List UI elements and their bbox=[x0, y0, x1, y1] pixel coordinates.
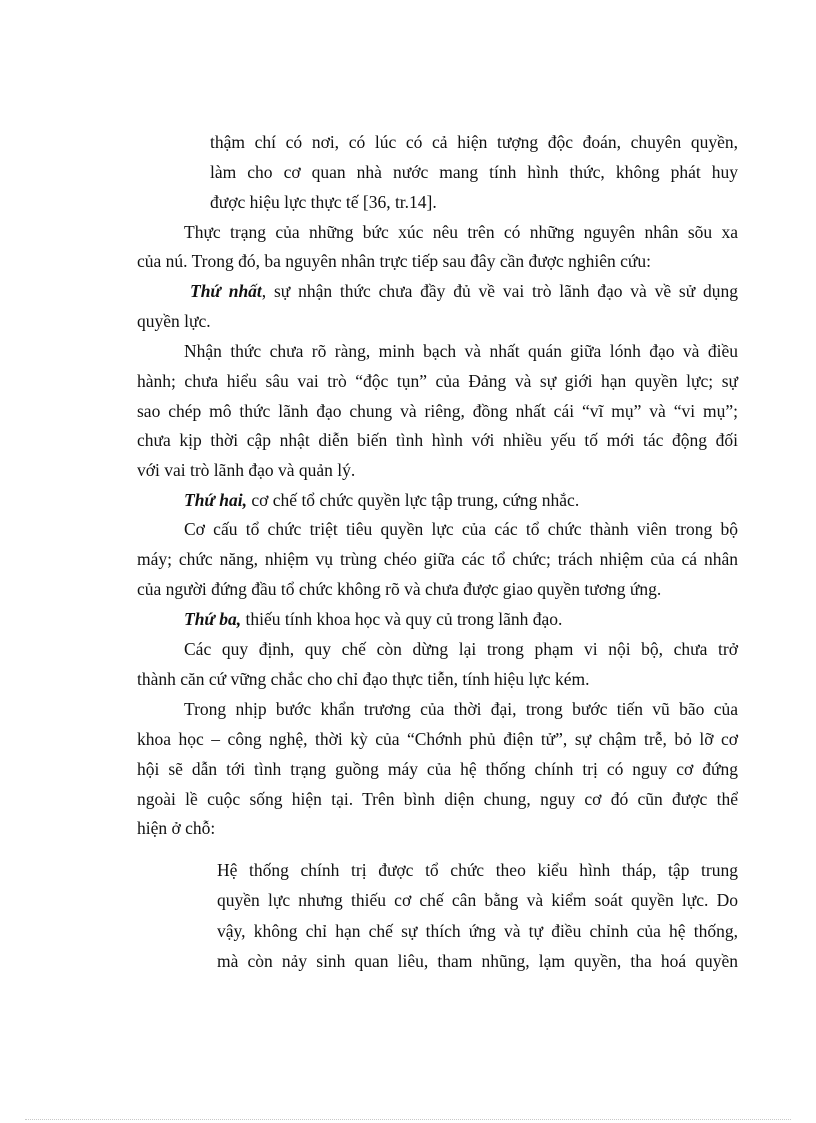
cause3-term: Thứ ba, bbox=[184, 609, 242, 629]
para2-line-2: hành; chưa hiểu sâu vai trò “độc tụn” của Đảng và sự giới hạn quyền lực; sự bbox=[137, 371, 738, 391]
quote1-line-1: thậm chí có nơi, có lúc có cả hiện tượng độc đoán, chuyên quyền, bbox=[210, 132, 738, 152]
cause-2 bbox=[184, 492, 738, 510]
para5-line-4: ngoài lề cuộc sống hiện tại. Trên bình diện chung, nguy cơ đó cũn được thể bbox=[137, 789, 738, 809]
quote2-line-4: mà còn nảy sinh quan liêu, tham nhũng, lạm quyền, tha hoá quyền bbox=[217, 951, 738, 971]
cause1-term: Thứ nhất bbox=[190, 281, 262, 301]
para4-line-2: thành căn cứ vững chắc cho chỉ đạo thực tiễn, tính hiệu lực kém. bbox=[137, 669, 590, 689]
para5-line-1: Trong nhịp bước khẩn trương của thời đại, trong bước tiến vũ bão của bbox=[184, 699, 738, 719]
para3-line-3: của người đứng đầu tổ chức không rõ và chưa được giao quyền tương ứng. bbox=[137, 579, 662, 599]
para5-line-3: hội sẽ dẫn tới tình trạng guồng máy của hệ thống chính trị có nguy cơ đứng bbox=[137, 759, 738, 779]
quote1-line-3: được hiệu lực thực tế [36, tr.14]. bbox=[210, 192, 437, 212]
cause-3 bbox=[184, 611, 738, 629]
para5-line-2: khoa học – công nghệ, thời kỳ của “Chớnh phủ điện tử”, sự chậm trễ, bỏ lỡ cơ bbox=[137, 729, 738, 749]
para2-line-5: với vai trò lãnh đạo và quản lý. bbox=[137, 460, 356, 480]
quote2-line-3: vậy, không chỉ hạn chế sự thích ứng và tự điều chỉnh của hệ thống, bbox=[217, 921, 738, 941]
cause2-term: Thứ hai, bbox=[184, 490, 248, 510]
para2-line-3: sao chép mô thức lãnh đạo chung và riêng, đồng nhất cái “vĩ mụ” và “vi mụ”; bbox=[137, 401, 738, 421]
quote2-line-1: Hệ thống chính trị được tổ chức theo kiểu hình tháp, tập trung bbox=[217, 860, 738, 880]
para3-line-1: Cơ cấu tổ chức triệt tiêu quyền lực của các tổ chức thành viên trong bộ bbox=[184, 519, 738, 539]
quote2-line-2: quyền lực nhưng thiếu cơ chế cân bằng và kiểm soát quyền lực. Do bbox=[217, 890, 738, 910]
para3-line-2: máy; chức năng, nhiệm vụ trùng chéo giữa các tổ chức; trách nhiệm của cá nhân bbox=[137, 549, 738, 569]
para5-line-5: hiện ở chỗ: bbox=[137, 818, 216, 838]
para1-line-1: Thực trạng của những bức xúc nêu trên có những nguyên nhân sõu xa bbox=[184, 222, 738, 242]
para1-line-2: của nú. Trong đó, ba nguyên nhân trực tiếp sau đây cần được nghiên cứu: bbox=[137, 251, 651, 271]
para2-line-4: chưa kịp thời cập nhật diễn biến tình hình với nhiều yếu tố mới tác động đối bbox=[137, 430, 738, 450]
cause1-line-2: quyền lực. bbox=[137, 311, 211, 331]
para2-line-1: Nhận thức chưa rõ ràng, minh bạch và nhất quán giữa lónh đạo và điều bbox=[184, 341, 738, 361]
quote1-line-2: làm cho cơ quan nhà nước mang tính hình thức, không phát huy bbox=[210, 162, 738, 182]
cause1-text: , sự nhận thức chưa đầy đủ về vai trò lãnh đạo và về sử dụng bbox=[261, 281, 739, 301]
cause1-line-1 bbox=[190, 283, 738, 301]
page-bottom-divider bbox=[25, 1119, 791, 1120]
para4-line-1: Các quy định, quy chế còn dừng lại trong phạm vi nội bộ, chưa trở bbox=[184, 639, 738, 659]
cause3-text: thiếu tính khoa học và quy củ trong lãnh đạo. bbox=[241, 609, 563, 629]
cause2-text: cơ chế tổ chức quyền lực tập trung, cứng nhắc. bbox=[247, 490, 580, 510]
